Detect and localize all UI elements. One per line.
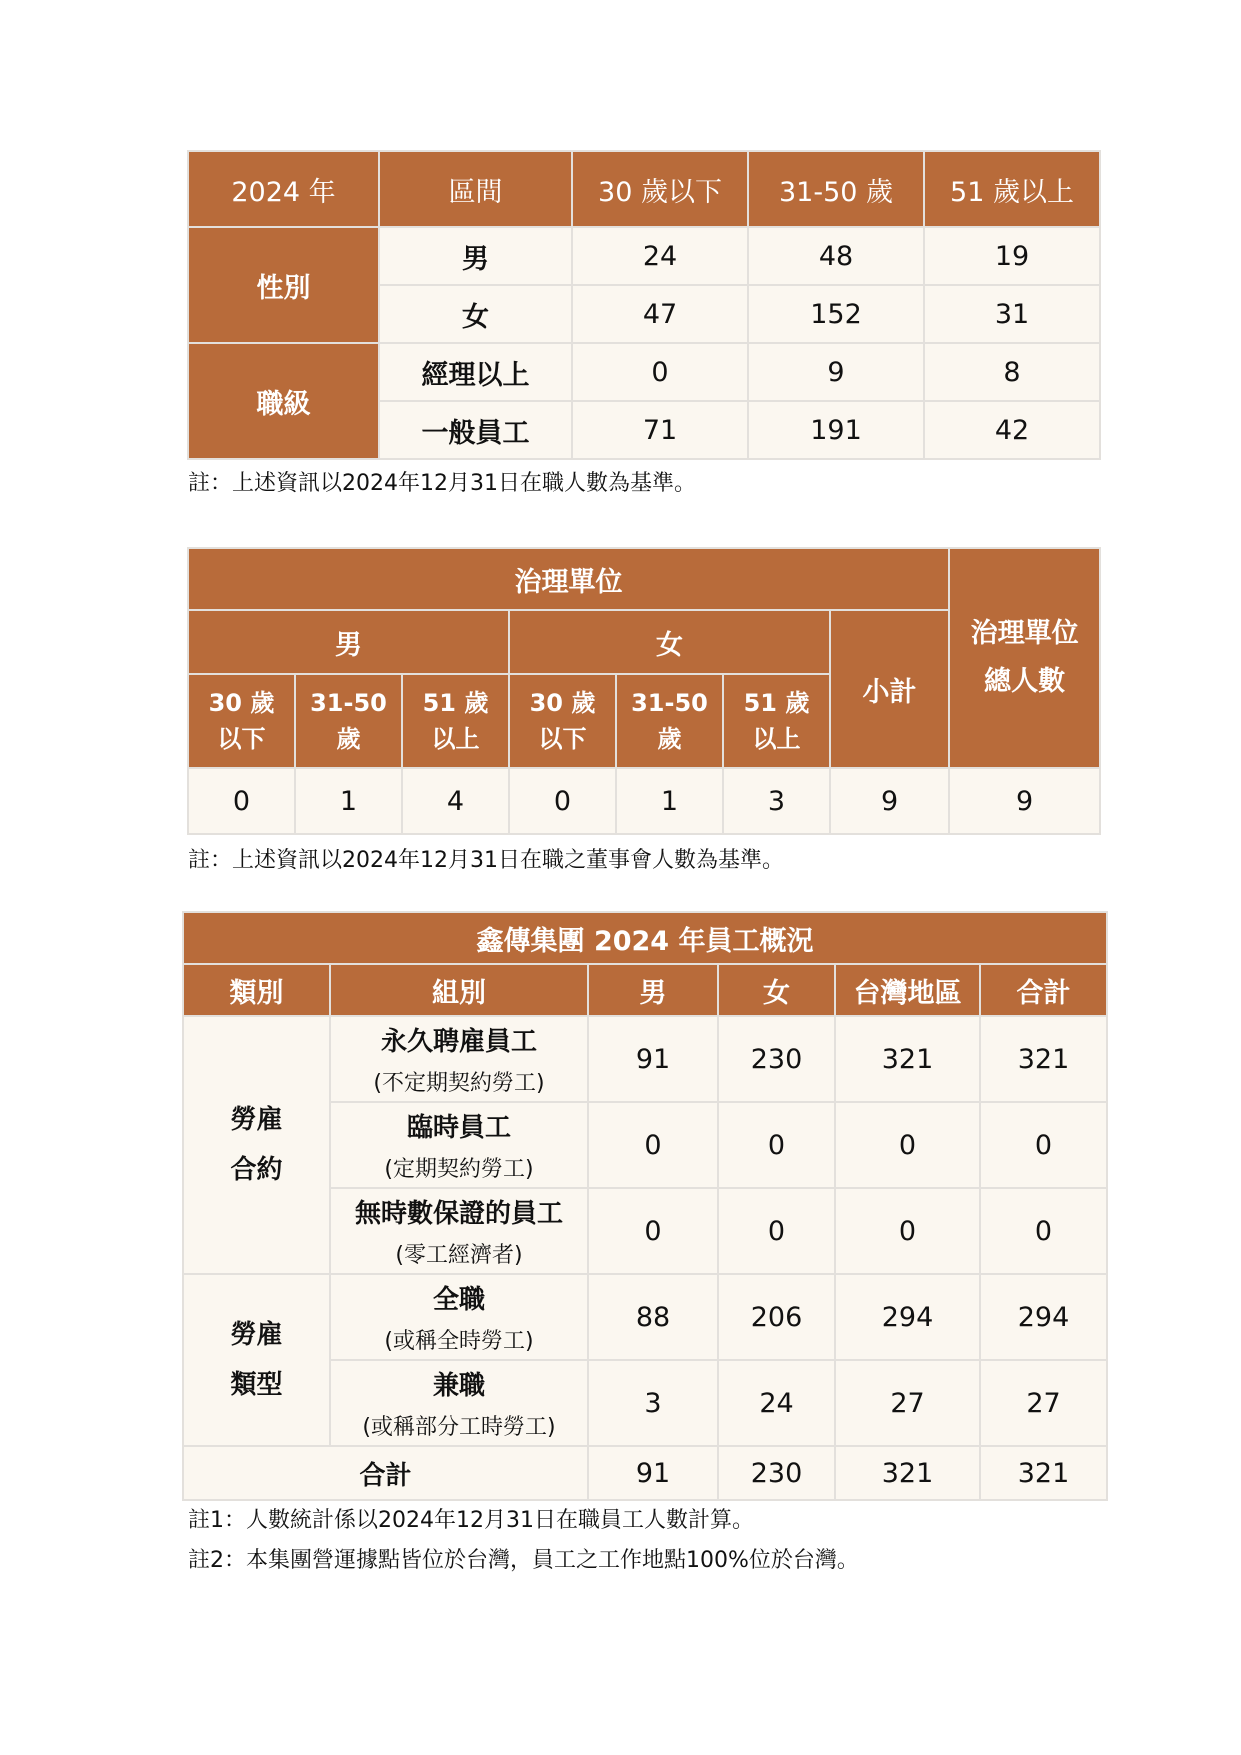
t3-header-male: 男 [588, 964, 718, 1016]
t3-group-sub: (或稱全時勞工) [384, 1329, 534, 1354]
t1-cell: 48 [748, 227, 924, 285]
t1-cell: 42 [924, 401, 1100, 459]
t1-header-under30: 30 歲以下 [572, 151, 748, 227]
t3-header-female: 女 [718, 964, 835, 1016]
t1-cell: 31 [924, 285, 1100, 343]
t3-cell: 24 [718, 1360, 835, 1446]
t2-age-header: 30 歲 以下 [509, 674, 616, 768]
t3-group-name: 無時數保證的員工 [354, 1199, 563, 1229]
t1-cell: 9 [748, 343, 924, 401]
t3-note-2: 註2：本集團營運據點皆位於台灣，員工之工作地點100%位於台灣。 [188, 1548, 859, 1573]
t2-female-header: 女 [509, 610, 830, 674]
t1-group-gender: 性別 [188, 227, 379, 343]
t1-row-label: 一般員工 [379, 401, 572, 459]
t1-header-31-50: 31-50 歲 [748, 151, 924, 227]
t1-cell: 152 [748, 285, 924, 343]
governance-table [187, 547, 1101, 835]
t3-cell: 27 [980, 1360, 1107, 1446]
t3-cell: 321 [835, 1016, 980, 1102]
t1-cell: 19 [924, 227, 1100, 285]
t3-cell: 321 [980, 1016, 1107, 1102]
t3-group-name: 兼職 [432, 1371, 485, 1401]
t3-cell: 0 [718, 1188, 835, 1274]
t3-cell: 294 [980, 1274, 1107, 1360]
t1-row-label: 經理以上 [379, 343, 572, 401]
t3-total-cell: 321 [835, 1446, 980, 1500]
t2-subtotal-cell: 9 [830, 768, 949, 834]
t1-cell: 0 [572, 343, 748, 401]
t3-title: 鑫傳集團 2024 年員工概況 [183, 912, 1107, 964]
t3-group-cell [330, 1016, 588, 1102]
t2-cell: 0 [509, 768, 616, 834]
t1-row-label: 男 [379, 227, 572, 285]
t2-note: 註：上述資訊以2024年12月31日在職之董事會人數為基準。 [188, 848, 784, 873]
t3-group-name: 臨時員工 [406, 1113, 511, 1143]
t3-cell: 230 [718, 1016, 835, 1102]
employee-overview-table [182, 911, 1108, 1501]
t3-total-cell: 321 [980, 1446, 1107, 1500]
t3-group-cell [330, 1102, 588, 1188]
t3-group-name: 永久聘雇員工 [380, 1027, 537, 1057]
t2-total-cell: 9 [949, 768, 1100, 834]
age-distribution-table [187, 150, 1101, 460]
t1-group-rank: 職級 [188, 343, 379, 459]
t3-group-cell [330, 1360, 588, 1446]
t3-note-1: 註1：人數統計係以2024年12月31日在職員工人數計算。 [188, 1508, 754, 1533]
t1-cell: 24 [572, 227, 748, 285]
t1-note: 註：上述資訊以2024年12月31日在職人數為基準。 [188, 471, 696, 496]
t3-group-name: 全職 [432, 1285, 485, 1315]
t3-cell: 0 [980, 1102, 1107, 1188]
t1-cell: 8 [924, 343, 1100, 401]
t2-age-header: 30 歲 以下 [188, 674, 295, 768]
t3-group-sub: (不定期契約勞工) [373, 1071, 545, 1096]
t1-cell: 191 [748, 401, 924, 459]
t3-cell: 206 [718, 1274, 835, 1360]
t2-title: 治理單位 [188, 548, 949, 610]
t2-age-header: 31-50 歲 [616, 674, 723, 768]
t3-total-cell: 91 [588, 1446, 718, 1500]
t3-cell: 0 [588, 1102, 718, 1188]
t3-cell: 0 [835, 1188, 980, 1274]
t1-header-over51: 51 歲以上 [924, 151, 1100, 227]
t2-age-header: 31-50 歲 [295, 674, 402, 768]
t3-category-type: 勞雇 類型 [183, 1274, 330, 1446]
t1-row-label: 女 [379, 285, 572, 343]
t2-subtotal-header: 小計 [830, 610, 949, 768]
t2-male-header: 男 [188, 610, 509, 674]
t1-cell: 47 [572, 285, 748, 343]
t2-cell: 0 [188, 768, 295, 834]
t3-total-cell: 230 [718, 1446, 835, 1500]
t3-category-contract: 勞雇 合約 [183, 1016, 330, 1274]
t3-cell: 3 [588, 1360, 718, 1446]
t3-group-cell [330, 1274, 588, 1360]
t2-age-header: 51 歲 以上 [723, 674, 830, 768]
t3-cell: 91 [588, 1016, 718, 1102]
t3-cell: 88 [588, 1274, 718, 1360]
t3-cell: 0 [588, 1188, 718, 1274]
t3-cell: 0 [980, 1188, 1107, 1274]
t3-group-sub: (定期契約勞工) [384, 1157, 534, 1182]
t1-header-year: 2024 年 [188, 151, 379, 227]
t3-cell: 27 [835, 1360, 980, 1446]
t3-group-cell [330, 1188, 588, 1274]
t3-header-total: 合計 [980, 964, 1107, 1016]
t2-age-header: 51 歲 以上 [402, 674, 509, 768]
t2-cell: 4 [402, 768, 509, 834]
t3-header-taiwan: 台灣地區 [835, 964, 980, 1016]
t2-total-header: 治理單位 總人數 [949, 548, 1100, 768]
t2-cell: 1 [295, 768, 402, 834]
t3-cell: 0 [718, 1102, 835, 1188]
t3-cell: 294 [835, 1274, 980, 1360]
t3-total-label: 合計 [183, 1446, 588, 1500]
t3-header-group: 組別 [330, 964, 588, 1016]
t3-group-sub: (或稱部分工時勞工) [362, 1415, 556, 1440]
t3-cell: 0 [835, 1102, 980, 1188]
t2-cell: 1 [616, 768, 723, 834]
t1-cell: 71 [572, 401, 748, 459]
t2-cell: 3 [723, 768, 830, 834]
t3-group-sub: (零工經濟者) [395, 1243, 523, 1268]
t1-header-range: 區間 [379, 151, 572, 227]
t3-header-category: 類別 [183, 964, 330, 1016]
